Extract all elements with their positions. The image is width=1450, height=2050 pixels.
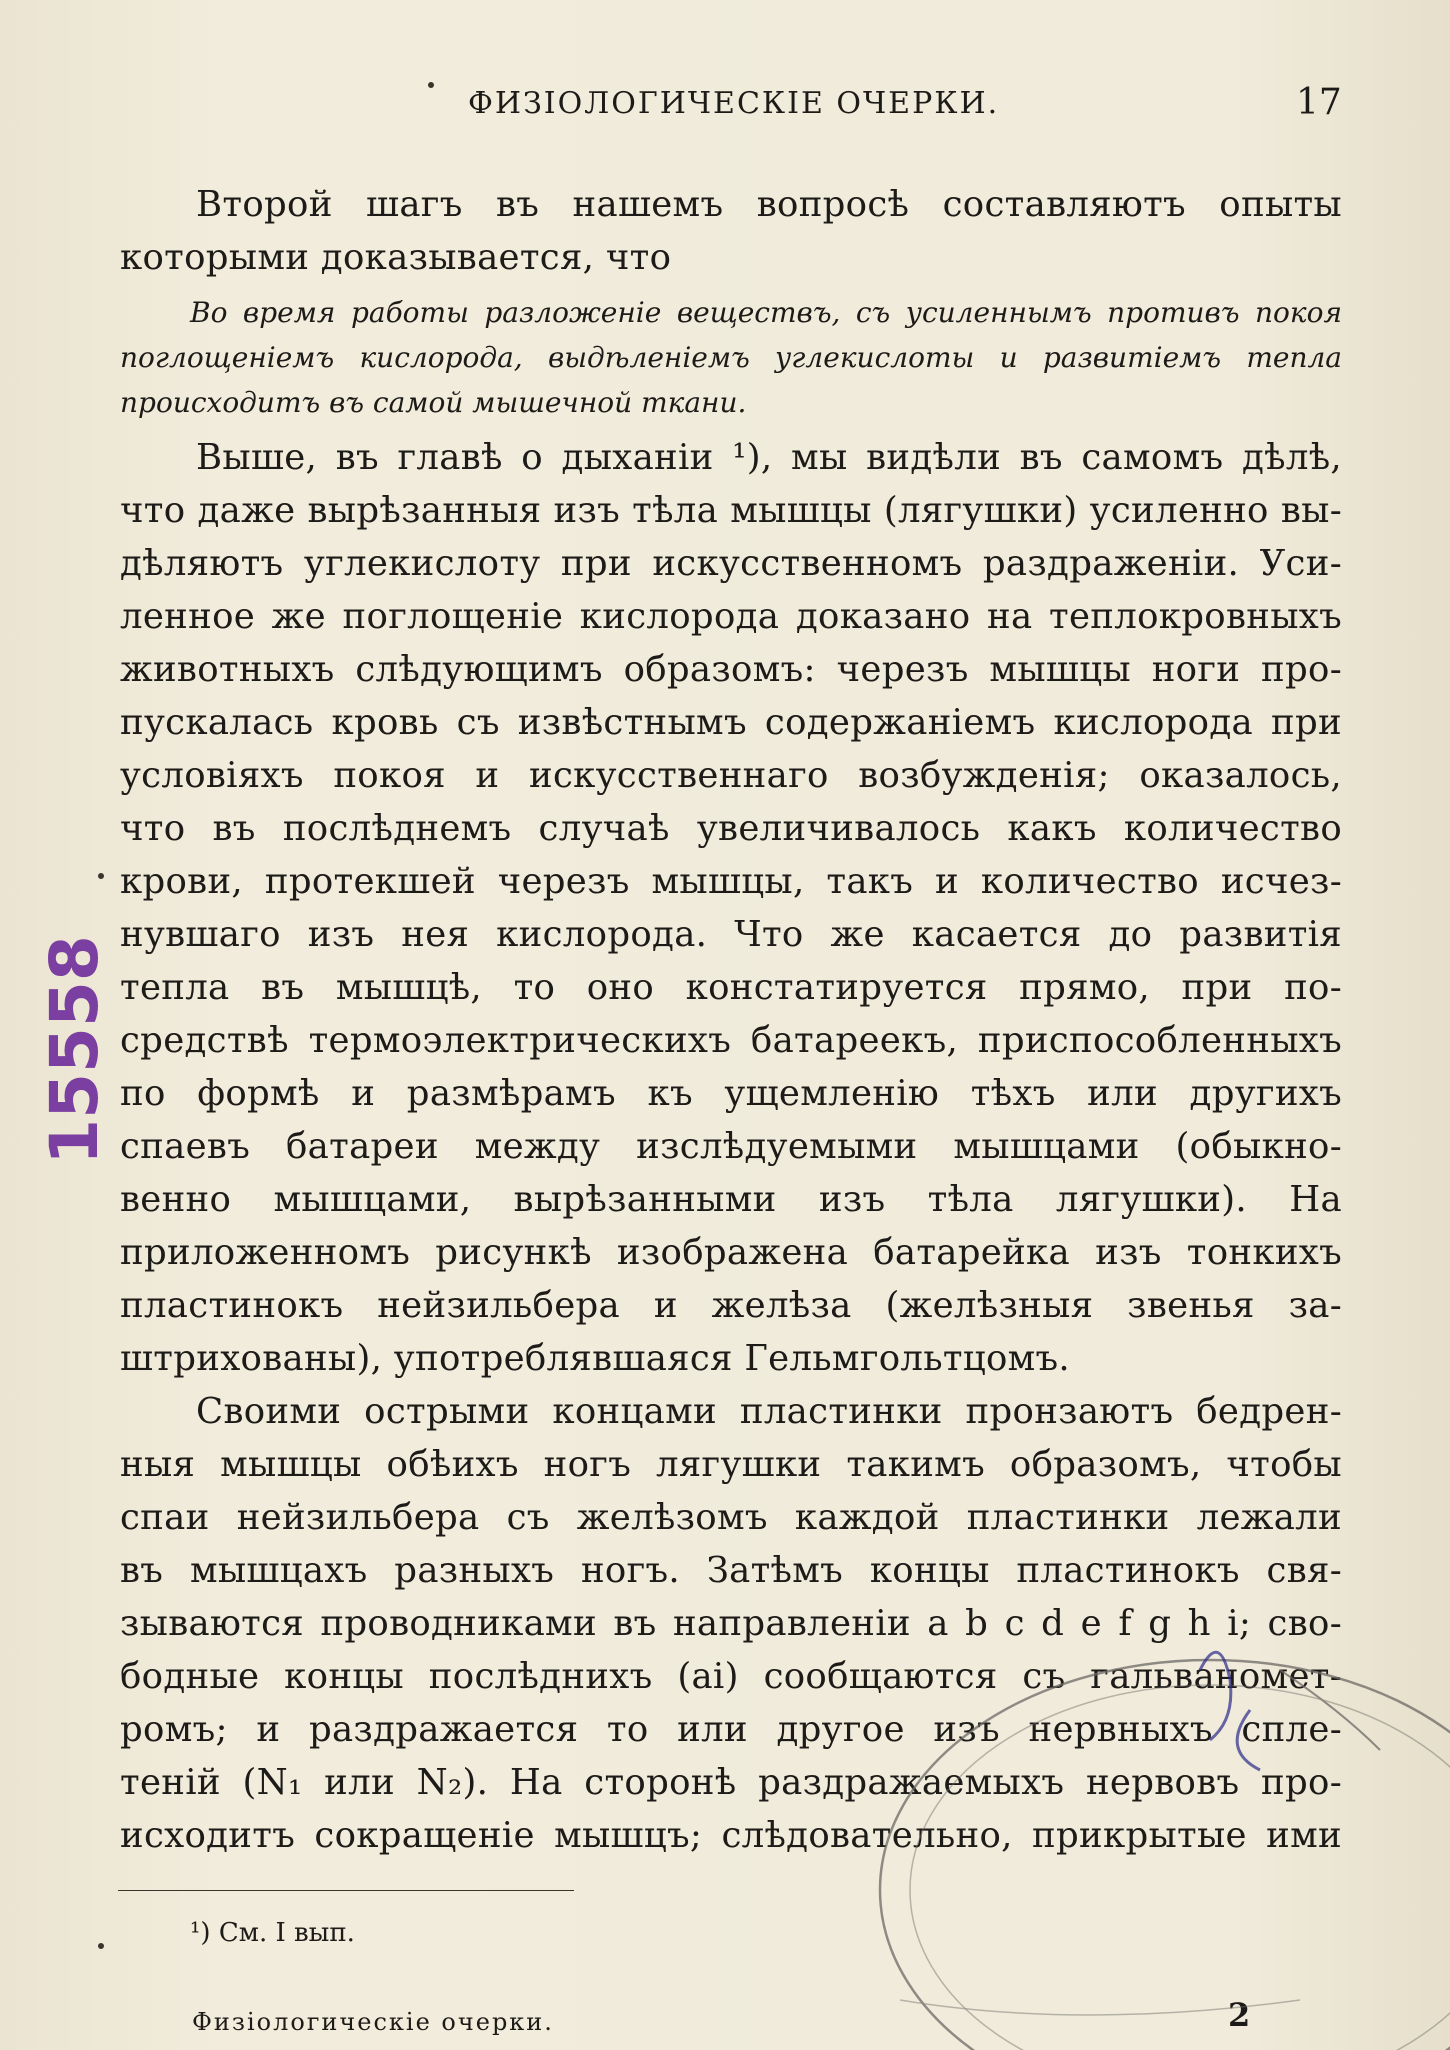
italic-thesis-line: Во время работы разложенiе веществъ, съ усиленнымъ противъ покоя: [190, 296, 1342, 329]
text-line: Второй шагъ въ нашемъ вопросѣ составляютъ опыты: [196, 184, 1342, 225]
text-line: Выше, въ главѣ о дыханiи ¹), мы видѣли въ самомъ дѣлѣ,: [196, 437, 1342, 478]
signature-title: Физiологическiе очерки.: [192, 2008, 554, 2036]
ink-dot: [98, 1943, 104, 1949]
text-line: тенiй (N₁ или N₂). На сторонѣ раздражаемыхъ нервовъ про-: [120, 1762, 1342, 1803]
text-line: ныя мышцы обѣихъ ногъ лягушки такимъ образомъ, чтобы: [120, 1444, 1342, 1485]
text-line: ромъ; и раздражается то или другое изъ нервныхъ спле-: [120, 1709, 1342, 1750]
text-line: по формѣ и размѣрамъ къ ущемленiю тѣхъ или другихъ: [120, 1073, 1342, 1114]
text-line: ленное же поглощенiе кислорода доказано на теплокровныхъ: [120, 596, 1342, 637]
text-line: въ мышцахъ разныхъ ногъ. Затѣмъ концы пластинокъ свя-: [120, 1550, 1342, 1591]
text-line: пластинокъ нейзильбера и желѣза (желѣзныя звенья за-: [120, 1285, 1342, 1326]
footnote: ¹) См. I вып.: [190, 1918, 355, 1948]
italic-thesis-line: происходитъ въ самой мышечной ткани.: [120, 386, 747, 419]
text-line: животныхъ слѣдующимъ образомъ: черезъ мышцы ноги про-: [120, 649, 1342, 690]
text-line: бодные концы послѣднихъ (ai) сообщаются съ гальваномет-: [120, 1656, 1342, 1697]
text-line: что даже вырѣзанныя изъ тѣла мышцы (лягушки) усиленно вы-: [120, 490, 1342, 531]
text-line: спаи нейзильбера съ желѣзомъ каждой пластинки лежали: [120, 1497, 1342, 1538]
italic-thesis-line: поглощенiемъ кислорода, выдѣленiемъ углекислоты и развитiемъ тепла: [120, 341, 1342, 374]
text-line: венно мышцами, вырѣзанными изъ тѣла лягушки). На: [120, 1179, 1342, 1220]
text-line: которыми доказывается, что: [120, 237, 672, 278]
text-line: дѣляютъ углекислоту при искусственномъ раздраженiи. Уси-: [120, 543, 1342, 584]
text-line: что въ послѣднемъ случаѣ увеличивалось какъ количество: [120, 808, 1342, 849]
text-line: Своими острыми концами пластинки пронзаютъ бедрен-: [196, 1391, 1342, 1432]
text-line: крови, протекшей черезъ мышцы, такъ и количество исчез-: [120, 861, 1342, 902]
main-text: [120, 178, 1342, 1862]
text-line: приложенномъ рисункѣ изображена батарейка изъ тонкихъ: [120, 1232, 1342, 1273]
text-line: средствѣ термоэлектрическихъ батареекъ, приспособленныхъ: [120, 1020, 1342, 1061]
text-line: спаевъ батареи между изслѣдуемыми мышцами (обыкно-: [120, 1126, 1342, 1167]
text-line: тепла въ мышцѣ, то оно констатируется прямо, при по-: [120, 967, 1342, 1008]
running-title: ФИЗIОЛОГИЧЕСКIЕ ОЧЕРКИ.: [468, 86, 1000, 121]
text-line: штрихованы), употреблявшаяся Гельмгольтцомъ.: [120, 1338, 1071, 1379]
text-line: исходитъ сокращенiе мышцъ; слѣдовательно, прикрытые ими: [120, 1815, 1342, 1856]
text-line: нувшаго изъ нея кислорода. Что же касается до развитiя: [120, 914, 1342, 955]
page-header: [0, 82, 1450, 126]
ink-dot: [98, 873, 104, 879]
text-line: условiяхъ покоя и искусственнаго возбужденiя; оказалось,: [120, 755, 1342, 796]
footnote-divider: [118, 1890, 574, 1891]
page-number: 17: [1296, 82, 1342, 123]
handwritten-inventory-number: 15558: [35, 935, 113, 1165]
signature-number: 2: [1228, 1996, 1251, 2034]
ink-dot: [428, 82, 434, 88]
text-line: пускалась кровь съ извѣстнымъ содержанiемъ кислорода при: [120, 702, 1342, 743]
text-line: зываются проводниками въ направленiи a b c d e f g h i; сво-: [120, 1603, 1342, 1644]
